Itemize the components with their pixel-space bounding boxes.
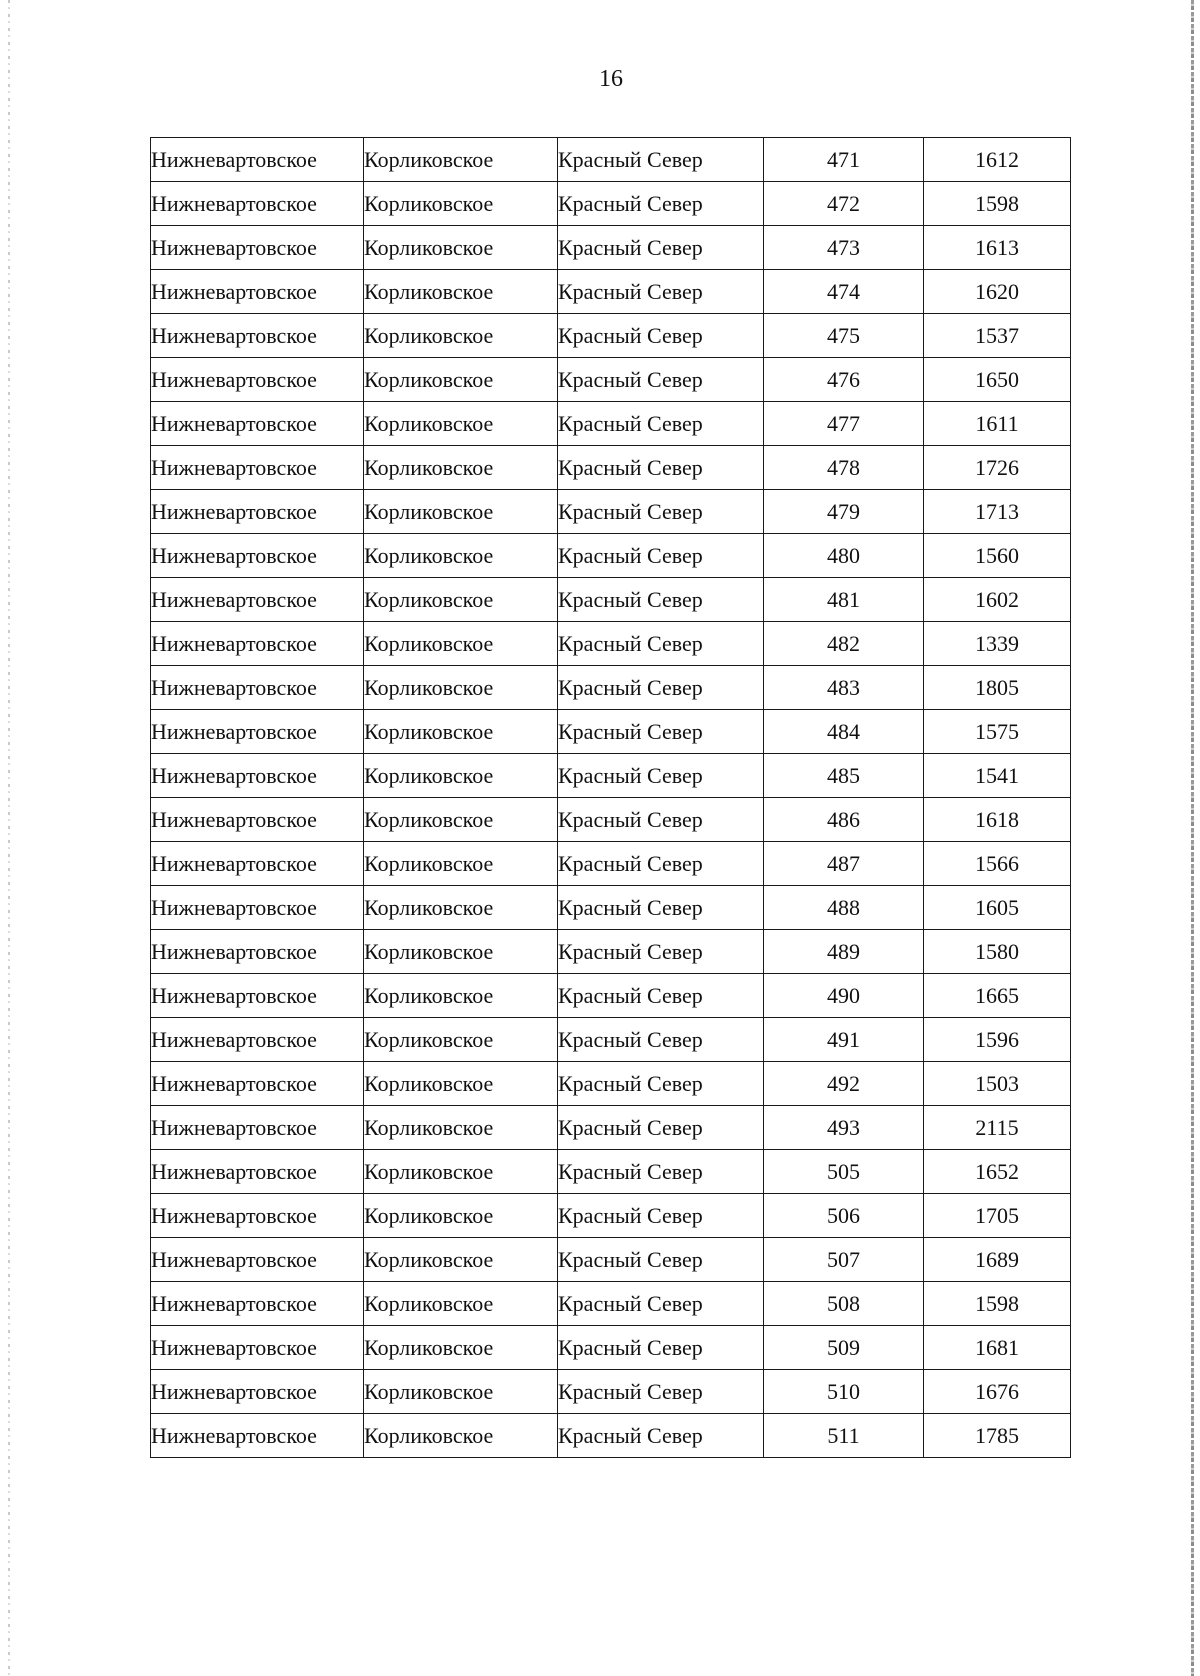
- table-row: [151, 1326, 1071, 1370]
- scan-edge-left: [8, 0, 10, 1676]
- area-cell: 1560: [924, 534, 1071, 578]
- table-row: [151, 930, 1071, 974]
- district-cell: Нижневартовское: [151, 622, 364, 666]
- district-cell: Нижневартовское: [151, 886, 364, 930]
- settlement-cell: Корликовское: [364, 1282, 558, 1326]
- table-row: [151, 358, 1071, 402]
- district-cell: Нижневартовское: [151, 754, 364, 798]
- block-number-cell: 478: [764, 446, 924, 490]
- district-cell: Нижневартовское: [151, 1282, 364, 1326]
- area-cell: 1598: [924, 182, 1071, 226]
- area-cell: 1665: [924, 974, 1071, 1018]
- block-number-cell: 474: [764, 270, 924, 314]
- table-row: [151, 314, 1071, 358]
- area-cell: 1541: [924, 754, 1071, 798]
- district-cell: Нижневартовское: [151, 710, 364, 754]
- settlement-cell: Корликовское: [364, 930, 558, 974]
- table-row: [151, 798, 1071, 842]
- table-row: [151, 490, 1071, 534]
- table-row: [151, 622, 1071, 666]
- scan-edge-right: [1191, 0, 1194, 1676]
- area-cell: 1805: [924, 666, 1071, 710]
- settlement-cell: Корликовское: [364, 1062, 558, 1106]
- area-cell: 1726: [924, 446, 1071, 490]
- area-cell: 1689: [924, 1238, 1071, 1282]
- settlement-cell: Корликовское: [364, 402, 558, 446]
- block-number-cell: 472: [764, 182, 924, 226]
- locality-cell: Красный Север: [558, 226, 764, 270]
- district-cell: Нижневартовское: [151, 1326, 364, 1370]
- settlement-cell: Корликовское: [364, 1194, 558, 1238]
- settlement-cell: Корликовское: [364, 270, 558, 314]
- table-row: [151, 1194, 1071, 1238]
- table-row: [151, 754, 1071, 798]
- area-cell: 1503: [924, 1062, 1071, 1106]
- table-row: [151, 226, 1071, 270]
- settlement-cell: Корликовское: [364, 446, 558, 490]
- area-cell: 1580: [924, 930, 1071, 974]
- district-cell: Нижневартовское: [151, 490, 364, 534]
- block-number-cell: 493: [764, 1106, 924, 1150]
- settlement-cell: Корликовское: [364, 1238, 558, 1282]
- area-cell: 1566: [924, 842, 1071, 886]
- block-number-cell: 507: [764, 1238, 924, 1282]
- block-number-cell: 511: [764, 1414, 924, 1458]
- block-number-cell: 485: [764, 754, 924, 798]
- block-number-cell: 486: [764, 798, 924, 842]
- district-cell: Нижневартовское: [151, 666, 364, 710]
- locality-cell: Красный Север: [558, 182, 764, 226]
- locality-cell: Красный Север: [558, 1326, 764, 1370]
- area-cell: 1705: [924, 1194, 1071, 1238]
- table-row: [151, 1062, 1071, 1106]
- area-cell: 1676: [924, 1370, 1071, 1414]
- locality-cell: Красный Север: [558, 358, 764, 402]
- settlement-cell: Корликовское: [364, 886, 558, 930]
- settlement-cell: Корликовское: [364, 1106, 558, 1150]
- block-number-cell: 508: [764, 1282, 924, 1326]
- area-cell: 1612: [924, 138, 1071, 182]
- settlement-cell: Корликовское: [364, 1326, 558, 1370]
- table-row: [151, 1150, 1071, 1194]
- locality-cell: Красный Север: [558, 930, 764, 974]
- table-row: [151, 974, 1071, 1018]
- table-row: [151, 534, 1071, 578]
- settlement-cell: Корликовское: [364, 358, 558, 402]
- block-number-cell: 509: [764, 1326, 924, 1370]
- area-cell: 1620: [924, 270, 1071, 314]
- block-number-cell: 483: [764, 666, 924, 710]
- table-row: [151, 446, 1071, 490]
- locality-cell: Красный Север: [558, 1018, 764, 1062]
- table-row: [151, 270, 1071, 314]
- block-number-cell: 482: [764, 622, 924, 666]
- block-number-cell: 481: [764, 578, 924, 622]
- area-cell: 1785: [924, 1414, 1071, 1458]
- block-number-cell: 510: [764, 1370, 924, 1414]
- district-cell: Нижневартовское: [151, 974, 364, 1018]
- locality-cell: Красный Север: [558, 622, 764, 666]
- locality-cell: Красный Север: [558, 1106, 764, 1150]
- table-row: [151, 1414, 1071, 1458]
- settlement-cell: Корликовское: [364, 798, 558, 842]
- table-row: [151, 1282, 1071, 1326]
- block-number-cell: 479: [764, 490, 924, 534]
- settlement-cell: Корликовское: [364, 754, 558, 798]
- area-cell: 1596: [924, 1018, 1071, 1062]
- district-cell: Нижневартовское: [151, 138, 364, 182]
- district-cell: Нижневартовское: [151, 314, 364, 358]
- block-number-cell: 491: [764, 1018, 924, 1062]
- locality-cell: Красный Север: [558, 138, 764, 182]
- settlement-cell: Корликовское: [364, 578, 558, 622]
- district-cell: Нижневартовское: [151, 182, 364, 226]
- locality-cell: Красный Север: [558, 578, 764, 622]
- district-cell: Нижневартовское: [151, 402, 364, 446]
- locality-cell: Красный Север: [558, 974, 764, 1018]
- locality-cell: Красный Север: [558, 402, 764, 446]
- table-row: [151, 1106, 1071, 1150]
- area-cell: 1575: [924, 710, 1071, 754]
- district-cell: Нижневартовское: [151, 1018, 364, 1062]
- page-number: 16: [599, 66, 623, 92]
- settlement-cell: Корликовское: [364, 842, 558, 886]
- area-cell: 1618: [924, 798, 1071, 842]
- block-number-cell: 492: [764, 1062, 924, 1106]
- locality-cell: Красный Север: [558, 1150, 764, 1194]
- table-row: [151, 666, 1071, 710]
- locality-cell: Красный Север: [558, 534, 764, 578]
- block-number-cell: 505: [764, 1150, 924, 1194]
- locality-cell: Красный Север: [558, 666, 764, 710]
- block-number-cell: 488: [764, 886, 924, 930]
- table-row: [151, 1370, 1071, 1414]
- locality-cell: Красный Север: [558, 1282, 764, 1326]
- area-cell: 1713: [924, 490, 1071, 534]
- district-cell: Нижневартовское: [151, 270, 364, 314]
- settlement-cell: Корликовское: [364, 1018, 558, 1062]
- locality-cell: Красный Север: [558, 1414, 764, 1458]
- locality-cell: Красный Север: [558, 270, 764, 314]
- settlement-cell: Корликовское: [364, 1150, 558, 1194]
- district-cell: Нижневартовское: [151, 534, 364, 578]
- settlement-cell: Корликовское: [364, 490, 558, 534]
- district-cell: Нижневартовское: [151, 798, 364, 842]
- block-number-cell: 487: [764, 842, 924, 886]
- table-row: [151, 1018, 1071, 1062]
- district-cell: Нижневартовское: [151, 578, 364, 622]
- district-cell: Нижневартовское: [151, 1062, 364, 1106]
- area-cell: 2115: [924, 1106, 1071, 1150]
- locality-cell: Красный Север: [558, 446, 764, 490]
- table-row: [151, 182, 1071, 226]
- table-row: [151, 710, 1071, 754]
- district-cell: Нижневартовское: [151, 1414, 364, 1458]
- table-row: [151, 402, 1071, 446]
- table-row: [151, 578, 1071, 622]
- area-cell: 1681: [924, 1326, 1071, 1370]
- area-cell: 1605: [924, 886, 1071, 930]
- table-row: [151, 138, 1071, 182]
- locality-cell: Красный Север: [558, 1370, 764, 1414]
- locality-cell: Красный Север: [558, 754, 764, 798]
- area-cell: 1650: [924, 358, 1071, 402]
- block-number-cell: 476: [764, 358, 924, 402]
- table-row: [151, 886, 1071, 930]
- district-cell: Нижневартовское: [151, 1194, 364, 1238]
- settlement-cell: Корликовское: [364, 314, 558, 358]
- district-cell: Нижневартовское: [151, 1238, 364, 1282]
- block-number-cell: 471: [764, 138, 924, 182]
- locality-cell: Красный Север: [558, 1238, 764, 1282]
- area-cell: 1339: [924, 622, 1071, 666]
- table-row: [151, 1238, 1071, 1282]
- settlement-cell: Корликовское: [364, 710, 558, 754]
- locality-cell: Красный Север: [558, 1062, 764, 1106]
- area-cell: 1537: [924, 314, 1071, 358]
- block-number-cell: 506: [764, 1194, 924, 1238]
- district-cell: Нижневартовское: [151, 226, 364, 270]
- table-row: [151, 842, 1071, 886]
- settlement-cell: Корликовское: [364, 974, 558, 1018]
- block-number-cell: 490: [764, 974, 924, 1018]
- settlement-cell: Корликовское: [364, 138, 558, 182]
- settlement-cell: Корликовское: [364, 1370, 558, 1414]
- settlement-cell: Корликовское: [364, 666, 558, 710]
- table-body: [151, 138, 1071, 1458]
- locality-cell: Красный Север: [558, 798, 764, 842]
- block-number-cell: 484: [764, 710, 924, 754]
- locality-cell: Красный Север: [558, 886, 764, 930]
- district-cell: Нижневартовское: [151, 1106, 364, 1150]
- area-cell: 1652: [924, 1150, 1071, 1194]
- settlement-cell: Корликовское: [364, 622, 558, 666]
- locality-cell: Красный Север: [558, 314, 764, 358]
- settlement-cell: Корликовское: [364, 226, 558, 270]
- settlement-cell: Корликовское: [364, 1414, 558, 1458]
- district-cell: Нижневартовское: [151, 1150, 364, 1194]
- settlement-cell: Корликовское: [364, 534, 558, 578]
- settlement-cell: Корликовское: [364, 182, 558, 226]
- block-number-cell: 477: [764, 402, 924, 446]
- area-cell: 1602: [924, 578, 1071, 622]
- area-cell: 1611: [924, 402, 1071, 446]
- district-cell: Нижневартовское: [151, 1370, 364, 1414]
- locality-cell: Красный Север: [558, 490, 764, 534]
- locality-cell: Красный Север: [558, 842, 764, 886]
- block-number-cell: 480: [764, 534, 924, 578]
- locality-cell: Красный Север: [558, 1194, 764, 1238]
- district-cell: Нижневартовское: [151, 358, 364, 402]
- locality-cell: Красный Север: [558, 710, 764, 754]
- district-cell: Нижневартовское: [151, 930, 364, 974]
- data-table: [150, 137, 1071, 1458]
- area-cell: 1598: [924, 1282, 1071, 1326]
- block-number-cell: 475: [764, 314, 924, 358]
- district-cell: Нижневартовское: [151, 446, 364, 490]
- district-cell: Нижневартовское: [151, 842, 364, 886]
- area-cell: 1613: [924, 226, 1071, 270]
- block-number-cell: 489: [764, 930, 924, 974]
- block-number-cell: 473: [764, 226, 924, 270]
